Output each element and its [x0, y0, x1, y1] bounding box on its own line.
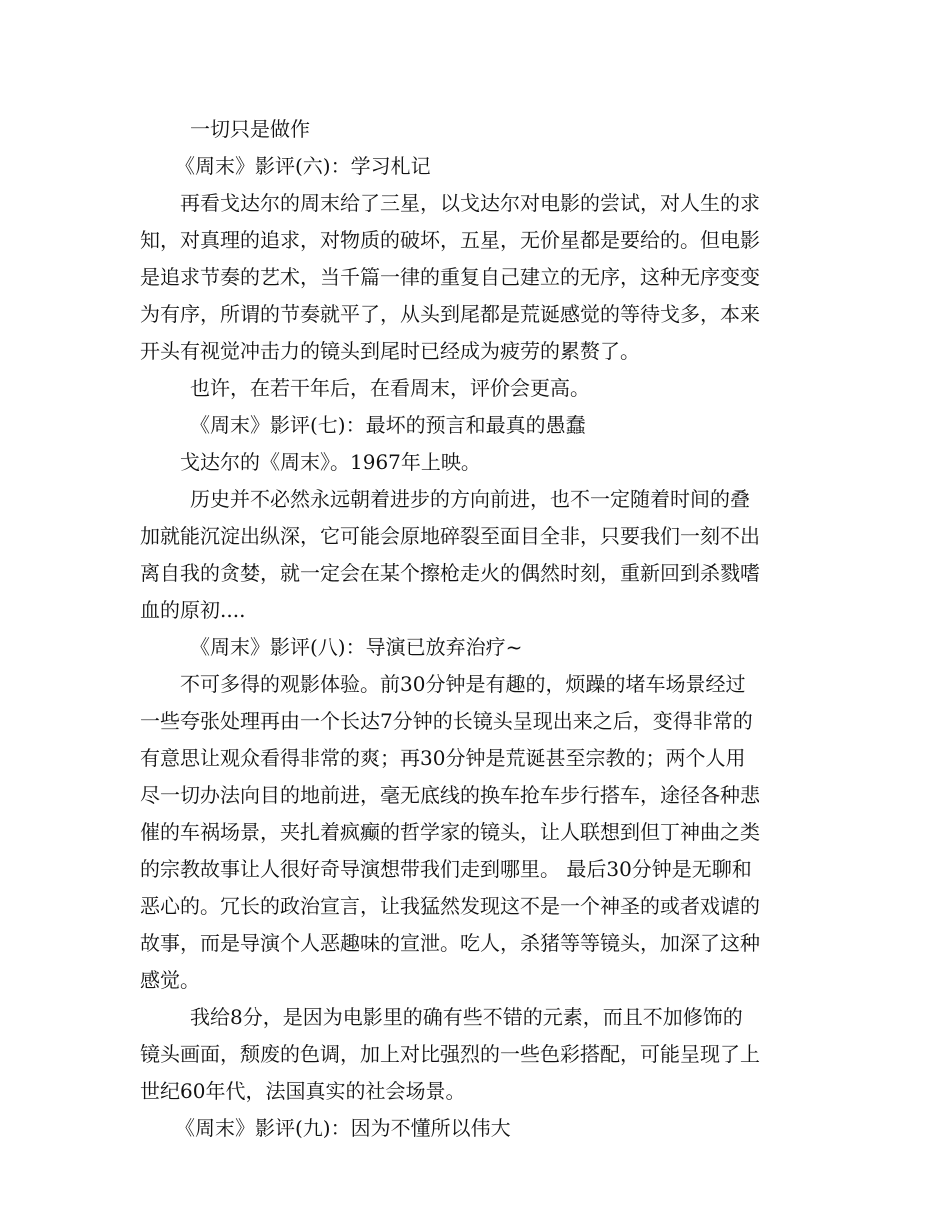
review-6-closing: 也许，在若干年后，在看周末，评价会更高。: [190, 376, 590, 400]
review-7-line-3: 离自我的贪婪，就一定会在某个擦枪走火的偶然时刻，重新回到杀戮嗜: [140, 561, 760, 585]
review-8-line-6: 的宗教故事让人很好奇导演想带我们走到哪里。 最后30分钟是无聊和: [140, 857, 752, 881]
review-7-line-1: 历史并不必然永远朝着进步的方向前进，也不一定随着时间的叠: [190, 487, 750, 511]
review-8-line-2: 一些夸张处理再由一个长达7分钟的长镜头呈现出来之后，变得非常的: [140, 709, 753, 733]
review-8-line-8: 故事，而是导演个人恶趣味的宣泄。吃人，杀猪等等镜头，加深了这种: [140, 931, 760, 955]
review-8-line-9: 感觉。: [140, 968, 200, 992]
review-8-line-1: 不可多得的观影体验。前30分钟是有趣的，烦躁的堵车场景经过: [180, 672, 746, 696]
review-6-line-4: 为有序，所谓的节奏就平了，从头到尾都是荒诞感觉的等待戈多，本来: [140, 302, 760, 326]
review-6-line-5: 开头有视觉冲击力的镜头到尾时已经成为疲劳的累赘了。: [140, 339, 640, 363]
review-7-line-2: 加就能沉淀出纵深，它可能会原地碎裂至面目全非，只要我们一刻不出: [140, 524, 760, 548]
review-heading-8: 《周末》影评(八)：导演已放弃治疗~: [190, 635, 523, 659]
review-heading-9: 《周末》影评(九)：因为不懂所以伟大: [175, 1116, 511, 1140]
review-8-line-12: 世纪60年代，法国真实的社会场景。: [140, 1079, 466, 1103]
intro-line: 一切只是做作: [190, 117, 310, 141]
review-6-line-3: 是追求节奏的艺术，当千篇一律的重复自己建立的无序，这种无序变变: [140, 265, 760, 289]
review-7-intro: 戈达尔的《周末》。1967年上映。: [180, 450, 481, 474]
review-8-line-5: 催的车祸场景，夹扎着疯癫的哲学家的镜头，让人联想到但丁神曲之类: [140, 820, 760, 844]
review-8-line-7: 恶心的。冗长的政治宣言，让我猛然发现这不是一个神圣的或者戏谑的: [140, 894, 760, 918]
review-8-line-10: 我给8分，是因为电影里的确有些不错的元素，而且不加修饰的: [190, 1005, 743, 1029]
review-heading-6: 《周末》影评(六)：学习札记: [175, 154, 431, 178]
review-heading-7: 《周末》影评(七)：最坏的预言和最真的愚蠢: [190, 413, 586, 437]
review-7-line-4: 血的原初....: [140, 598, 246, 622]
review-8-line-3: 有意思让观众看得非常的爽；再30分钟是荒诞甚至宗教的；两个人用: [140, 746, 746, 770]
review-6-line-2: 知，对真理的追求，对物质的破坏，五星，无价星都是要给的。但电影: [140, 228, 760, 252]
review-8-line-4: 尽一切办法向目的地前进，毫无底线的换车抢车步行搭车，途径各种悲: [140, 783, 760, 807]
review-8-line-11: 镜头画面，颓废的色调，加上对比强烈的一些色彩搭配，可能呈现了上: [140, 1042, 760, 1066]
review-6-line-1: 再看戈达尔的周末给了三星，以戈达尔对电影的尝试，对人生的求: [180, 191, 760, 215]
